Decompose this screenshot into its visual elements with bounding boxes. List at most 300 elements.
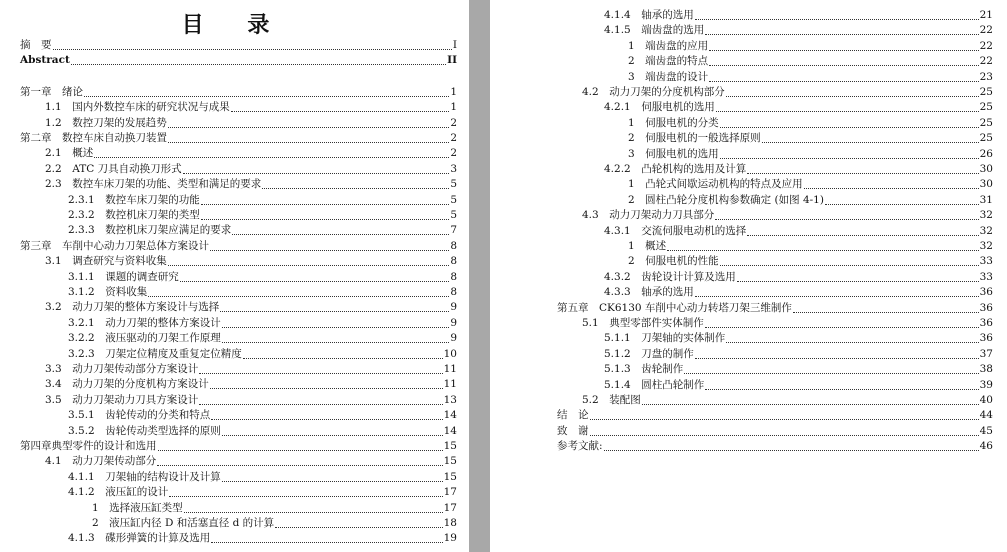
- toc-entry-title: 课题的调查研究: [94, 270, 179, 283]
- toc-entry-page: 21: [979, 9, 993, 21]
- toc-entry-number: 2.2: [45, 162, 62, 175]
- toc-entry[interactable]: [45, 362, 457, 377]
- toc-leader-dots: [720, 264, 979, 266]
- toc-entry-number: 第三章: [20, 239, 52, 252]
- toc-entry-page: 5: [450, 209, 457, 221]
- toc-entry-page: 22: [979, 55, 993, 68]
- toc-leader-dots: [184, 511, 443, 513]
- toc-entry-title: 动力刀架的分度机构部分: [598, 86, 725, 98]
- toc-entry-page: 11: [443, 378, 457, 391]
- toc-entry-title: 伺服电机的选用: [630, 101, 715, 114]
- toc-entry-number: 4.3.2: [604, 270, 631, 283]
- toc-entry[interactable]: [68, 408, 457, 423]
- toc-entry[interactable]: [68, 193, 457, 208]
- toc-entry-number: 2: [628, 193, 635, 206]
- toc-leader-dots: [222, 480, 443, 482]
- toc-entry-page: 26: [979, 147, 993, 160]
- toc-entry[interactable]: [604, 378, 993, 393]
- toc-entry[interactable]: [604, 8, 993, 23]
- toc-leader-dots: [222, 434, 443, 436]
- toc-leader-dots: [825, 203, 979, 205]
- toc-entry-number: 1: [628, 240, 635, 252]
- toc-entry-number: 1: [628, 116, 635, 129]
- toc-entry-title: 数控机床刀架应满足的要求: [94, 224, 232, 237]
- toc-leader-dots: [168, 126, 450, 128]
- toc-entry[interactable]: [604, 347, 993, 362]
- toc-entry-number: 1.2: [45, 116, 62, 129]
- toc-entry-title: 轴承的选用: [630, 9, 694, 21]
- toc-entry[interactable]: [604, 270, 993, 285]
- toc-entry-number: 3.2.3: [68, 347, 95, 360]
- toc-entry[interactable]: [45, 162, 457, 177]
- toc-leader-dots: [243, 357, 443, 359]
- toc-entry-page: 8: [450, 286, 457, 298]
- toc-entry[interactable]: [557, 301, 993, 316]
- toc-leader-dots: [715, 218, 978, 220]
- toc-entry-page: 3: [450, 162, 457, 175]
- toc-leader-dots: [169, 495, 442, 497]
- toc-leader-dots: [747, 172, 978, 174]
- toc-entry-number: 1.1: [45, 101, 62, 114]
- toc-entry-title: 圆柱凸轮分度机构参数确定 (如图 4-1): [634, 193, 824, 206]
- toc-entry-page: 30: [979, 163, 993, 175]
- toc-entry-title: 交流伺服电动机的选择: [630, 224, 747, 237]
- toc-entry-page: 9: [450, 301, 457, 314]
- toc-entry[interactable]: [68, 270, 457, 285]
- toc-leader-dots: [231, 110, 450, 112]
- toc-entry-page: 17: [443, 501, 457, 514]
- toc-entry-title: 典型零部件实体制作: [598, 317, 704, 329]
- toc-entry[interactable]: [604, 362, 993, 377]
- toc-entry[interactable]: [628, 54, 993, 69]
- toc-entry-title: 齿轮设计计算及选用: [630, 270, 736, 283]
- toc-entry-title: 概述: [634, 240, 667, 252]
- toc-entry-title: 齿轮传动的分类和特点: [94, 409, 211, 422]
- toc-entry-page: 40: [979, 394, 993, 406]
- toc-entry-page: 8: [450, 270, 457, 283]
- toc-entry-title: 动力刀架传动部分方案设计: [61, 363, 199, 375]
- toc-entry-title: CK6130 车削中心动力转塔刀架三维制作: [588, 301, 792, 314]
- toc-leader-dots: [793, 311, 979, 313]
- toc-entry-number: 第二章: [20, 132, 52, 144]
- toc-entry-title: ATC 刀具自动换刀形式: [61, 162, 182, 175]
- toc-leader-dots: [148, 295, 449, 297]
- toc-entry-page: 44: [979, 409, 993, 422]
- toc-entry[interactable]: [68, 485, 457, 500]
- toc-entry-title: 资料收集: [94, 286, 148, 298]
- toc-entry[interactable]: [604, 224, 993, 239]
- toc-leader-dots: [590, 418, 979, 420]
- toc-entry-number: 4.1.2: [68, 486, 95, 499]
- toc-leader-dots: [709, 49, 978, 51]
- toc-leader-dots: [695, 357, 979, 359]
- toc-entry-number: 5.1.1: [604, 332, 631, 345]
- toc-leader-dots: [726, 95, 979, 97]
- toc-entry-number: 摘 要: [20, 39, 52, 51]
- toc-entry[interactable]: [92, 501, 457, 516]
- toc-entry-number: 5.1: [582, 317, 599, 329]
- toc-entry-number: 4.3.1: [604, 224, 631, 237]
- toc-entry-title: 调查研究与资料收集: [61, 255, 167, 268]
- toc-entry-page: 19: [443, 532, 457, 545]
- toc-entry[interactable]: [45, 393, 457, 408]
- toc-entry-page: 31: [979, 193, 993, 206]
- toc-entry-title: 刀架轴的结构设计及计算: [94, 470, 221, 483]
- toc-entry-title: 伺服电机的选用: [634, 147, 719, 160]
- toc-entry-number: 1: [628, 178, 635, 191]
- toc-entry-number: 4.3: [582, 209, 599, 222]
- toc-entry[interactable]: [604, 162, 993, 177]
- toc-entry-page: 14: [443, 424, 457, 437]
- toc-entry-title: 凸轮式间歇运动机构的特点及应用: [634, 178, 803, 191]
- toc-entry-title: 数控车床自动换刀装置: [51, 132, 167, 144]
- toc-leader-dots: [709, 80, 978, 82]
- toc-entry-number: 4.2.2: [604, 163, 631, 175]
- toc-leader-dots: [201, 203, 450, 205]
- toc-entry-number: 4.1: [45, 455, 62, 468]
- toc-entry-page: 25: [979, 86, 993, 98]
- toc-leader-dots: [168, 141, 449, 143]
- toc-entry-page: 36: [979, 332, 993, 345]
- toc-entry[interactable]: [628, 147, 993, 162]
- toc-entry[interactable]: [628, 193, 993, 208]
- toc-entry[interactable]: [92, 516, 457, 531]
- toc-leader-dots: [158, 449, 443, 451]
- toc-entry-title: 数控刀架的发展趋势: [61, 116, 167, 129]
- toc-entry-title: 轴承的选用: [630, 286, 694, 299]
- toc-leader-dots: [211, 541, 442, 543]
- toc-entry[interactable]: [68, 331, 457, 346]
- toc-leader-dots: [720, 126, 979, 128]
- toc-entry-title: 端齿盘的应用: [634, 39, 709, 52]
- toc-entry-page: 7: [450, 224, 457, 237]
- toc-entry-title: 车削中心动力刀架总体方案设计: [51, 239, 209, 252]
- toc-entry-page: 1: [450, 85, 457, 98]
- toc-entry-number: 4.2.1: [604, 101, 631, 114]
- toc-entry-number: 3.2: [45, 301, 62, 314]
- toc-entry-title: 装配图: [598, 394, 641, 406]
- toc-entry-page: 1: [450, 101, 457, 114]
- toc-entry-title: 液压缸内径 D 和活塞直径 d 的计算: [98, 517, 275, 529]
- toc-entry-title: 齿轮制作: [630, 363, 684, 376]
- toc-entry-page: 32: [979, 209, 993, 222]
- toc-entry-title: 伺服电机的分类: [634, 116, 719, 129]
- toc-entry[interactable]: [604, 331, 993, 346]
- toc-entry-page: 32: [979, 240, 993, 252]
- toc-entry-number: 2.1: [45, 147, 62, 160]
- toc-leader-dots: [747, 234, 978, 236]
- toc-entry[interactable]: [628, 116, 993, 131]
- toc-entry-number: 2: [92, 517, 99, 529]
- toc-entry-title: 端齿盘的设计: [634, 70, 709, 83]
- toc-entry-page: 13: [443, 393, 457, 406]
- toc-leader-dots: [720, 157, 979, 159]
- toc-entry-title: 液压缸的设计: [94, 486, 169, 499]
- toc-leader-dots: [201, 218, 450, 220]
- toc-leader-dots: [168, 264, 450, 266]
- toc-entry[interactable]: [582, 316, 993, 331]
- toc-leader-dots: [53, 48, 452, 50]
- toc-leader-dots: [71, 63, 446, 65]
- toc-entry-title: 伺服电机的性能: [634, 255, 719, 268]
- toc-entry-title: 凸轮机构的选用及计算: [630, 163, 747, 175]
- toc-entry-number: 1: [628, 39, 635, 52]
- toc-entry-title: 典型零件的设计和选用: [51, 440, 157, 452]
- toc-entry-page: 36: [979, 301, 993, 314]
- toc-entry-page: 46: [979, 440, 993, 453]
- toc-leader-dots: [604, 449, 979, 451]
- toc-leader-dots: [737, 280, 979, 282]
- toc-entry[interactable]: [557, 408, 993, 423]
- toc-entry-title: 数控车床刀架的功能、类型和满足的要求: [61, 178, 262, 191]
- toc-entry-title: 液压驱动的刀架工作原理: [94, 332, 221, 345]
- toc-entry-number: 4.1.1: [68, 470, 95, 483]
- toc-entry-number: 2.3.3: [68, 224, 95, 237]
- toc-entry-number: 4.2: [582, 86, 599, 98]
- toc-entry[interactable]: [557, 439, 993, 454]
- toc-entry-page: 10: [443, 347, 457, 360]
- toc-entry[interactable]: [68, 208, 457, 223]
- toc-entry-title: 动力刀架的整体方案设计: [94, 316, 221, 329]
- toc-entry-number: 致 谢: [557, 424, 589, 437]
- toc-leader-dots: [667, 249, 978, 251]
- toc-entry-page: 9: [450, 332, 457, 345]
- toc-leader-dots: [180, 280, 450, 282]
- toc-entry[interactable]: [20, 239, 457, 254]
- toc-entry-number: 2: [628, 55, 635, 68]
- toc-entry[interactable]: [628, 239, 993, 254]
- toc-entry[interactable]: [68, 424, 457, 439]
- toc-leader-dots: [94, 156, 449, 158]
- toc-entry-page: 45: [979, 424, 993, 437]
- toc-entry-title: 齿轮传动类型选择的原则: [94, 424, 221, 437]
- toc-entry-number: 3.2.2: [68, 332, 95, 345]
- toc-entry[interactable]: [557, 424, 993, 439]
- toc-entry[interactable]: [45, 100, 457, 115]
- toc-entry-number: 3.2.1: [68, 316, 95, 329]
- toc-leader-dots: [199, 372, 442, 374]
- toc-entry[interactable]: [582, 393, 993, 408]
- toc-leader-dots: [684, 372, 978, 374]
- toc-leader-dots: [199, 403, 442, 405]
- toc-entry-number: 3.5: [45, 393, 62, 406]
- toc-entry-title: 动力刀架的分度机构方案设计: [61, 378, 209, 391]
- toc-entry-title: 圆柱凸轮制作: [630, 378, 705, 391]
- toc-entry-page: 15: [443, 455, 457, 468]
- document-page-right: [490, 0, 1007, 552]
- toc-entry-number: 第四章: [20, 440, 52, 452]
- toc-entry-page: II: [447, 54, 457, 67]
- toc-entry-number: 2: [628, 132, 635, 145]
- toc-entry-number: 5.1.3: [604, 363, 631, 376]
- toc-entry[interactable]: [628, 39, 993, 54]
- toc-entry[interactable]: [604, 100, 993, 115]
- toc-entry-title: 刀架定位精度及重复定位精度: [94, 347, 242, 360]
- toc-entry[interactable]: [628, 70, 993, 85]
- toc-entry-number: 5.1.2: [604, 347, 631, 360]
- toc-entry-title: 端齿盘的选用: [630, 24, 705, 37]
- toc-entry-page: 22: [979, 39, 993, 52]
- toc-entry-number: 第一章: [20, 85, 52, 98]
- toc-entry[interactable]: [582, 85, 993, 100]
- toc-leader-dots: [222, 326, 450, 328]
- toc-entry[interactable]: [582, 208, 993, 223]
- toc-leader-dots: [705, 388, 978, 390]
- toc-entry[interactable]: [45, 377, 457, 392]
- toc-leader-dots: [232, 233, 449, 235]
- toc-leader-dots: [157, 464, 442, 466]
- toc-entry-number: Abstract: [20, 54, 70, 67]
- toc-entry-page: 15: [443, 440, 457, 452]
- toc-leader-dots: [222, 341, 450, 343]
- toc-entry-page: 30: [979, 178, 993, 191]
- toc-entry-page: 11: [443, 363, 457, 375]
- toc-entry-title: 刀盘的制作: [630, 347, 694, 360]
- toc-entry-title: 动力刀架传动部分: [61, 455, 157, 468]
- toc-entry-number: 2.3.1: [68, 193, 95, 206]
- toc-entry-page: 17: [443, 486, 457, 499]
- toc-entry-number: 3.1: [45, 255, 62, 268]
- toc-entry-page: 33: [979, 270, 993, 283]
- toc-entry[interactable]: [628, 177, 993, 192]
- toc-leader-dots: [183, 172, 450, 174]
- toc-entry-page: 36: [979, 317, 993, 329]
- toc-entry[interactable]: [45, 454, 457, 469]
- toc-entry-page: 38: [979, 363, 993, 376]
- toc-entry-page: 2: [450, 147, 457, 160]
- toc-entry[interactable]: [45, 254, 457, 269]
- toc-entry-page: 39: [979, 378, 993, 391]
- toc-entry[interactable]: [45, 300, 457, 315]
- toc-leader-dots: [705, 33, 978, 35]
- toc-entry-number: 结 论: [557, 409, 589, 422]
- toc-entry-page: 25: [979, 116, 993, 129]
- toc-entry[interactable]: [628, 254, 993, 269]
- toc-entry-number: 3: [628, 147, 635, 160]
- toc-entry-title: 端齿盘的特点: [634, 55, 709, 68]
- toc-entry-page: 8: [450, 255, 457, 268]
- toc-leader-dots: [804, 187, 979, 189]
- toc-leader-dots: [695, 295, 979, 297]
- toc-entry[interactable]: [68, 470, 457, 485]
- toc-entry[interactable]: [628, 131, 993, 146]
- toc-leader-dots: [262, 187, 449, 189]
- toc-entry-page: 18: [443, 517, 457, 529]
- toc-entry-number: 3.3: [45, 363, 62, 375]
- toc-entry-title: 数控车床刀架的功能: [94, 193, 200, 206]
- toc-entry-number: 4.1.4: [604, 9, 631, 21]
- toc-entry-page: I: [452, 39, 457, 51]
- toc-entry-number: 3.1.1: [68, 270, 95, 283]
- toc-entry-number: 4.1.5: [604, 24, 631, 37]
- toc-entry[interactable]: [68, 531, 457, 546]
- toc-entry-page: 25: [979, 101, 993, 114]
- toc-leader-dots: [709, 64, 978, 66]
- document-page-left: [0, 0, 469, 552]
- toc-leader-dots: [210, 249, 449, 251]
- toc-entry-page: 8: [450, 239, 457, 252]
- toc-leader-dots: [716, 110, 979, 112]
- toc-entry-number: 3.1.2: [68, 286, 95, 298]
- toc-entry-number: 5.2: [582, 394, 599, 406]
- toc-entry-page: 32: [979, 224, 993, 237]
- toc-entry-title: 国内外数控车床的研究状况与成果: [61, 101, 230, 114]
- toc-entry-page: 22: [979, 24, 993, 37]
- toc-entry-number: 第五章: [557, 301, 589, 314]
- toc-leader-dots: [210, 387, 443, 389]
- toc-entry-number: 3.4: [45, 378, 62, 391]
- toc-entry[interactable]: [20, 439, 457, 454]
- toc-entry-title: 伺服电机的一般选择原则: [634, 132, 761, 145]
- toc-entry-page: 25: [979, 132, 993, 145]
- toc-entry[interactable]: [68, 316, 457, 331]
- toc-entry-title: 概述: [61, 147, 94, 160]
- toc-entry-page: 2: [450, 116, 457, 129]
- toc-entry-page: 37: [979, 347, 993, 360]
- toc-leader-dots: [220, 310, 449, 312]
- toc-entry-page: 15: [443, 470, 457, 483]
- toc-entry[interactable]: [68, 223, 457, 238]
- toc-entry[interactable]: [20, 38, 457, 53]
- toc-leader-dots: [275, 526, 442, 528]
- toc-entry-number: 2.3.2: [68, 209, 95, 221]
- toc-entry-number: 3.5.1: [68, 409, 95, 422]
- toc-entry-page: 9: [450, 316, 457, 329]
- toc-leader-dots: [84, 95, 449, 97]
- toc-entry-title: 动力刀架动力刀具方案设计: [61, 393, 199, 406]
- toc-entry-title: 刀架轴的实体制作: [630, 332, 726, 345]
- toc-entry[interactable]: [604, 285, 993, 300]
- toc-entry[interactable]: [68, 285, 457, 300]
- toc-entry-number: 3.5.2: [68, 424, 95, 437]
- toc-entry-title: 动力刀架的整体方案设计与选择: [61, 301, 220, 314]
- toc-entry-title: 数控机床刀架的类型: [94, 209, 200, 221]
- toc-leader-dots: [695, 18, 979, 20]
- toc-leader-dots: [726, 341, 978, 343]
- toc-entry[interactable]: [604, 23, 993, 38]
- toc-entry-page: 5: [450, 193, 457, 206]
- toc-leader-dots: [762, 141, 979, 143]
- toc-entry[interactable]: [20, 53, 457, 68]
- toc-leader-dots: [211, 418, 442, 420]
- toc-title: 目 录: [181, 13, 288, 38]
- toc-entry-number: 2: [628, 255, 635, 268]
- toc-leader-dots: [590, 434, 979, 436]
- toc-entry[interactable]: [45, 177, 457, 192]
- toc-entry-number: 1: [92, 501, 99, 514]
- toc-entry[interactable]: [45, 116, 457, 131]
- toc-leader-dots: [705, 326, 979, 328]
- toc-entry-number: 2.3: [45, 178, 62, 191]
- toc-entry-number: 参考文献:: [557, 440, 603, 453]
- toc-entry-title: 选择液压缸类型: [98, 501, 183, 514]
- toc-entry-number: 3: [628, 70, 635, 83]
- toc-entry-page: 2: [450, 132, 457, 144]
- toc-entry[interactable]: [68, 347, 457, 362]
- toc-entry-page: 33: [979, 255, 993, 268]
- toc-entry[interactable]: [20, 85, 457, 100]
- toc-entry-number: 4.1.3: [68, 532, 95, 545]
- toc-entry-number: 5.1.4: [604, 378, 631, 391]
- toc-entry-number: 4.3.3: [604, 286, 631, 299]
- toc-entry-title: 碟形弹簧的计算及选用: [94, 532, 211, 545]
- toc-entry-page: 23: [979, 70, 993, 83]
- toc-entry[interactable]: [45, 146, 457, 161]
- toc-leader-dots: [642, 403, 979, 405]
- toc-entry[interactable]: [20, 131, 457, 146]
- toc-entry-page: 5: [450, 178, 457, 191]
- toc-entry-page: 14: [443, 409, 457, 422]
